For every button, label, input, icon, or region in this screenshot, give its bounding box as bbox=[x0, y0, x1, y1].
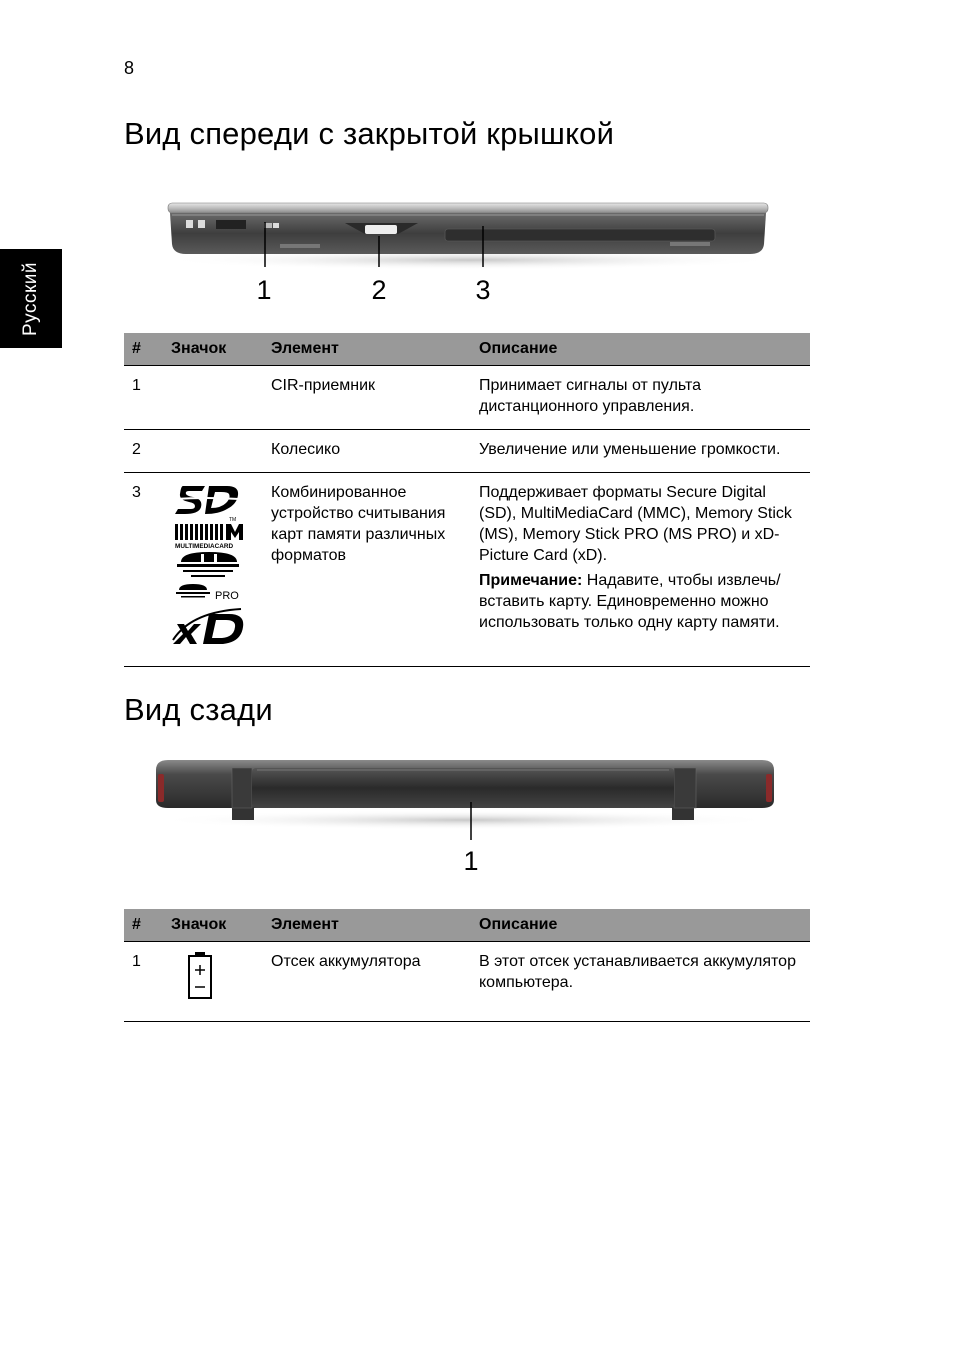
svg-text:MULTIMEDIACARD: MULTIMEDIACARD bbox=[175, 543, 234, 550]
rear-callout-1: 1 bbox=[463, 846, 479, 876]
row-icon-cell bbox=[163, 942, 263, 1022]
header-num: # bbox=[124, 333, 163, 366]
xd-logo-icon bbox=[173, 609, 243, 644]
row-description: В этот отсек устанавливается аккумулятор компьютера. bbox=[471, 942, 810, 1022]
header-num: # bbox=[124, 909, 163, 942]
table-header-row bbox=[124, 333, 810, 366]
row-element: Колесико bbox=[263, 430, 471, 473]
svg-text:TM: TM bbox=[229, 517, 237, 523]
battery-icon bbox=[171, 951, 231, 1003]
header-description: Описание bbox=[471, 333, 810, 366]
memory-stick-pro-logo-icon bbox=[176, 584, 239, 602]
sd-logo-icon bbox=[175, 486, 239, 514]
language-tab-label: Русский bbox=[20, 261, 41, 336]
note-text: Надавите, чтобы извлечь/вставить карту. Единовременно можно использовать только одну карту памяти. bbox=[479, 572, 781, 631]
laptop-rear-view-image bbox=[152, 754, 778, 834]
row-num: 1 bbox=[124, 366, 163, 430]
rear-callout-line bbox=[466, 802, 476, 842]
row-icon-cell bbox=[163, 473, 263, 667]
svg-text:PRO: PRO bbox=[215, 590, 239, 602]
header-description: Описание bbox=[471, 909, 810, 942]
language-side-tab bbox=[0, 249, 62, 348]
rear-view-title: Вид сзади bbox=[124, 692, 273, 727]
table-header-row bbox=[124, 909, 810, 942]
header-icon: Значок bbox=[163, 333, 263, 366]
row-icon-cell bbox=[163, 430, 263, 473]
memory-stick-logo-icon bbox=[177, 552, 239, 577]
row-num: 1 bbox=[124, 942, 163, 1022]
table-row bbox=[124, 942, 810, 1022]
row-description: Увеличение или уменьшение громкости. bbox=[471, 430, 810, 473]
note-label: Примечание: bbox=[479, 572, 583, 589]
table-row bbox=[124, 366, 810, 430]
header-element: Элемент bbox=[263, 909, 471, 942]
row-element: CIR-приемник bbox=[263, 366, 471, 430]
front-callout-lines bbox=[160, 222, 780, 272]
row-num: 2 bbox=[124, 430, 163, 473]
callout-2: 2 bbox=[371, 275, 387, 305]
callout-3: 3 bbox=[475, 275, 491, 305]
card-reader-logos bbox=[171, 482, 251, 648]
row-num: 3 bbox=[124, 473, 163, 667]
callout-1: 1 bbox=[256, 275, 272, 305]
front-view-title: Вид спереди с закрытой крышкой bbox=[124, 116, 615, 151]
multimediacard-logo-icon bbox=[175, 524, 243, 550]
row-icon-cell bbox=[163, 366, 263, 430]
page-number: 8 bbox=[124, 58, 135, 78]
table-row bbox=[124, 473, 810, 667]
header-element: Элемент bbox=[263, 333, 471, 366]
front-components-table bbox=[124, 333, 810, 667]
row-description: Поддерживает форматы Secure Digital (SD), MultiMediaCard (MMC), Memory Stick (MS), Memory Stick PRO (MS PRO) и xD-Picture Card (xD). Примечание: Надавите, чтобы извлечь/вставить карту. Единовременно можно использовать только одну карту памяти. bbox=[471, 473, 810, 667]
row-element: Отсек аккумулятора bbox=[263, 942, 471, 1022]
header-icon: Значок bbox=[163, 909, 263, 942]
table-row bbox=[124, 430, 810, 473]
row-element: Комбинированное устройство считывания карт памяти различных форматов bbox=[263, 473, 471, 667]
rear-components-table bbox=[124, 909, 810, 1022]
row-description: Принимает сигналы от пульта дистанционного управления. bbox=[471, 366, 810, 430]
